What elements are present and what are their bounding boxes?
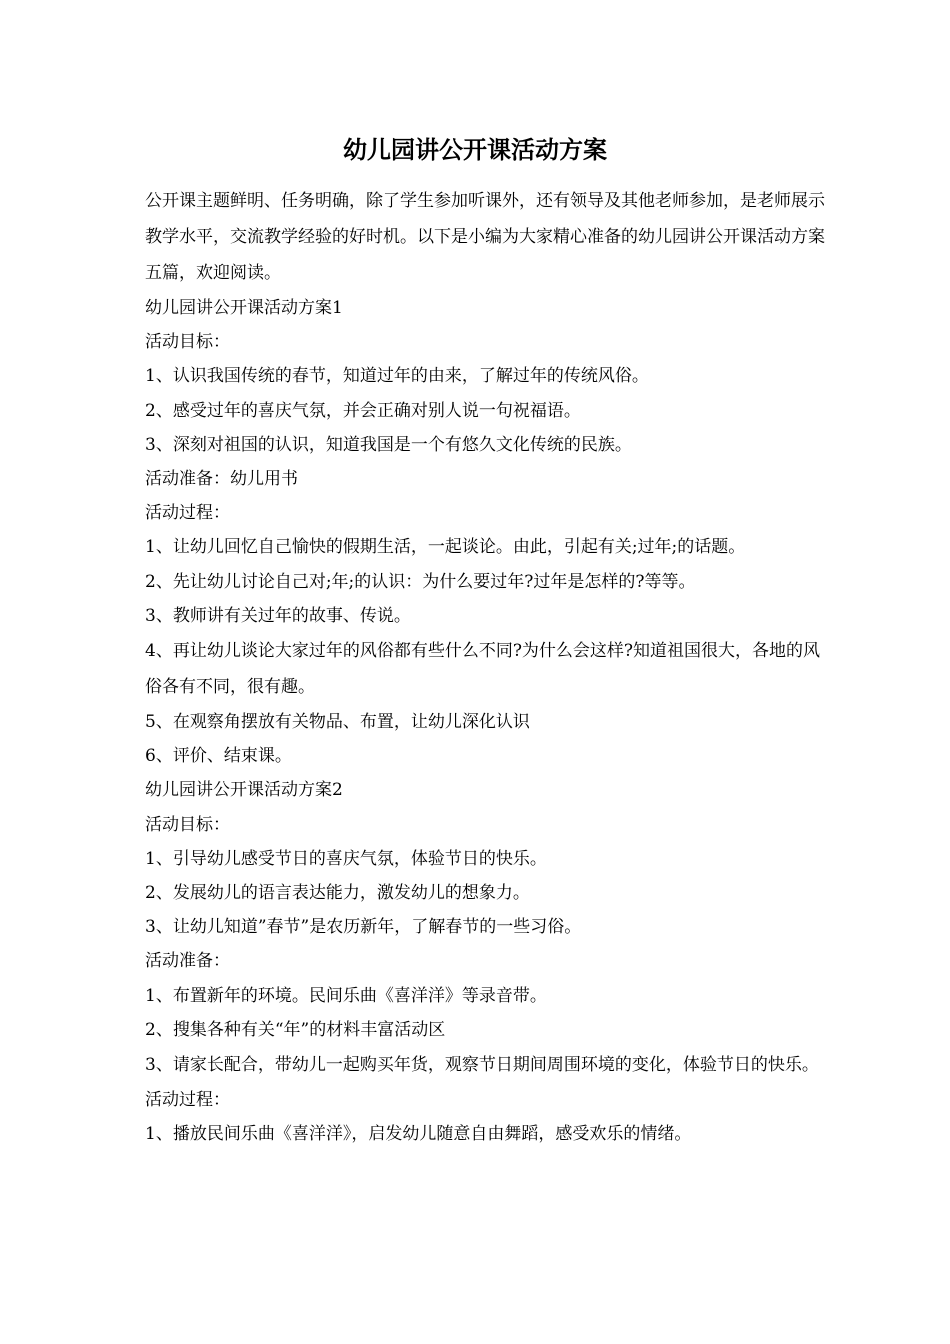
document-line: 幼儿园讲公开课活动方案2 [145, 780, 343, 801]
document-line: 6、评价、结束课。 [145, 746, 292, 767]
document-line: 活动目标： [145, 332, 230, 353]
document-line: 1、让幼儿回忆自己愉快的假期生活，一起谈论。由此，引起有关;过年;的话题。 [145, 537, 746, 558]
document-line: 3、请家长配合，带幼儿一起购买年货，观察节日期间周围环境的变化，体验节日的快乐。 [145, 1055, 819, 1076]
document-title: 幼儿园讲公开课活动方案 [343, 135, 607, 164]
document-line: 幼儿园讲公开课活动方案1 [145, 298, 343, 318]
document-body [145, 183, 835, 1151]
document-line: 1、引导幼儿感受节日的喜庆气氛，体验节日的快乐。 [145, 848, 547, 869]
document-line: 1、播放民间乐曲《喜洋洋》，启发幼儿随意自由舞蹈，感受欢乐的情绪。 [145, 1124, 692, 1145]
document-line: 活动目标： [145, 814, 230, 835]
document-line: 活动准备： [145, 951, 230, 972]
document-line: 2、发展幼儿的语言表达能力，激发幼儿的想象力。 [145, 883, 530, 904]
document-line: 4、再让幼儿谈论大家过年的风俗都有些什么不同?为什么会这样?知道祖国很大，各地的风俗各有不同，很有趣。 [145, 641, 821, 698]
document-line: 3、深刻对祖国的认识，知道我国是一个有悠久文化传统的民族。 [145, 434, 632, 455]
document-line: 2、搜集各种有关“年”的材料丰富活动区 [145, 1019, 446, 1040]
document-line: 活动过程： [145, 1090, 230, 1111]
document-line: 2、先让幼儿讨论自己对;年;的认识：为什么要过年?过年是怎样的?等等。 [145, 571, 696, 592]
document-line: 5、在观察角摆放有关物品、布置，让幼儿深化认识 [145, 712, 530, 733]
document-lines [145, 291, 835, 1151]
document-line: 1、认识我国传统的春节，知道过年的由来，了解过年的传统风俗。 [145, 366, 649, 387]
document-line: 3、让幼儿知道”春节”是农历新年，了解春节的一些习俗。 [145, 917, 582, 938]
document-line: 1、布置新年的环境。民间乐曲《喜洋洋》等录音带。 [145, 985, 547, 1006]
document-line: 2、感受过年的喜庆气氛，并会正确对别人说一句祝福语。 [145, 400, 581, 421]
document-line: 活动准备：幼儿用书 [145, 469, 298, 490]
document-line: 3、教师讲有关过年的故事、传说。 [145, 605, 411, 626]
intro-paragraph: 公开课主题鲜明、任务明确，除了学生参加听课外，还有领导及其他老师参加，是老师展示教学水平，交流教学经验的好时机。以下是小编为大家精心准备的幼儿园讲公开课活动方案五篇，欢迎阅读。 [145, 191, 825, 283]
document-line: 活动过程： [145, 503, 230, 524]
